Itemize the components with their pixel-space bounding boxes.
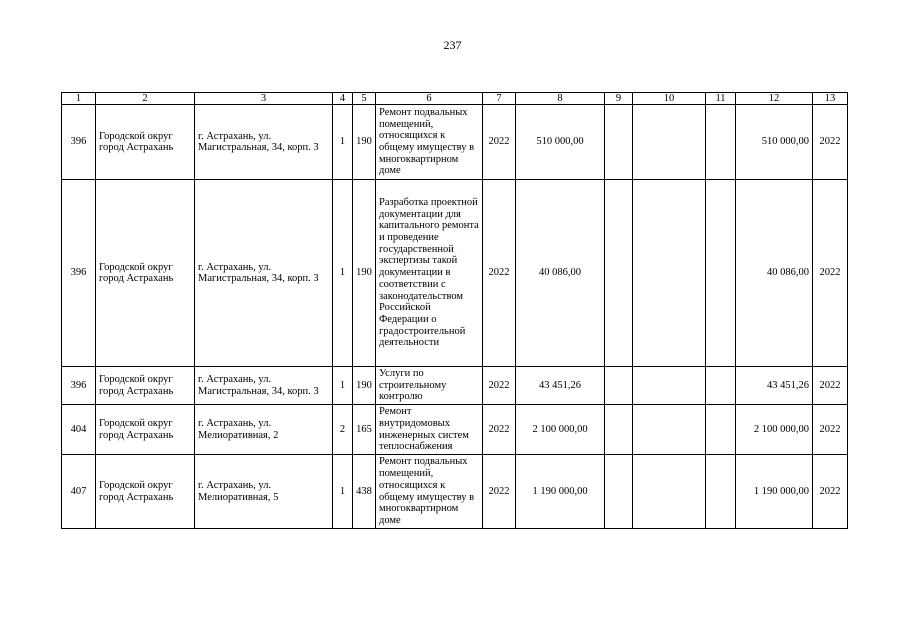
col-10-value [633, 455, 706, 529]
cost: 40 086,00 [516, 180, 605, 367]
col-11-value [706, 105, 736, 180]
year: 2022 [483, 180, 516, 367]
completion-year: 2022 [813, 405, 848, 455]
col-4-value: 1 [333, 455, 353, 529]
column-number: 11 [706, 93, 736, 105]
col-4-value: 1 [333, 180, 353, 367]
total-cost: 40 086,00 [736, 180, 813, 367]
completion-year: 2022 [813, 180, 848, 367]
work-type: Ремонт подвальных помещений, относящихся к общему имуществу в многоквартирном доме [376, 105, 483, 180]
col-9-value [605, 405, 633, 455]
cost: 43 451,26 [516, 367, 605, 405]
table-row [62, 105, 848, 180]
column-number: 1 [62, 93, 96, 105]
row-id: 396 [62, 180, 96, 367]
col-10-value [633, 105, 706, 180]
column-number: 7 [483, 93, 516, 105]
table-row [62, 405, 848, 455]
col-9-value [605, 367, 633, 405]
column-number: 3 [195, 93, 333, 105]
completion-year: 2022 [813, 105, 848, 180]
address: г. Астрахань, ул. Магистральная, 34, корп. 3 [195, 105, 333, 180]
municipality: Городской округ город Астрахань [96, 405, 195, 455]
table-row [62, 455, 848, 529]
column-number: 12 [736, 93, 813, 105]
col-11-value [706, 455, 736, 529]
row-id: 396 [62, 367, 96, 405]
col-5-value: 190 [353, 180, 376, 367]
col-5-value: 438 [353, 455, 376, 529]
address: г. Астрахань, ул. Магистральная, 34, корп. 3 [195, 367, 333, 405]
municipality: Городской округ город Астрахань [96, 455, 195, 529]
address: г. Астрахань, ул. Мелиоративная, 2 [195, 405, 333, 455]
municipality: Городской округ город Астрахань [96, 180, 195, 367]
year: 2022 [483, 455, 516, 529]
cost: 1 190 000,00 [516, 455, 605, 529]
completion-year: 2022 [813, 455, 848, 529]
work-type: Ремонт внутридомовых инженерных систем теплоснабжения [376, 405, 483, 455]
column-number-row [62, 93, 848, 105]
col-5-value: 190 [353, 105, 376, 180]
work-type: Разработка проектной документации для капитального ремонта и проведение государственной экспертизы такой документации в соответствии с законодательством Российской Федерации о градостроительной деятельности [376, 180, 483, 367]
col-11-value [706, 405, 736, 455]
year: 2022 [483, 105, 516, 180]
col-4-value: 2 [333, 405, 353, 455]
completion-year: 2022 [813, 367, 848, 405]
column-number: 2 [96, 93, 195, 105]
year: 2022 [483, 405, 516, 455]
table-row [62, 180, 848, 367]
col-9-value [605, 105, 633, 180]
column-number: 9 [605, 93, 633, 105]
column-number: 8 [516, 93, 605, 105]
cost: 2 100 000,00 [516, 405, 605, 455]
col-4-value: 1 [333, 367, 353, 405]
column-number: 10 [633, 93, 706, 105]
col-5-value: 165 [353, 405, 376, 455]
column-number: 13 [813, 93, 848, 105]
col-10-value [633, 367, 706, 405]
table-row [62, 367, 848, 405]
year: 2022 [483, 367, 516, 405]
col-9-value [605, 455, 633, 529]
total-cost: 510 000,00 [736, 105, 813, 180]
address: г. Астрахань, ул. Магистральная, 34, корп. 3 [195, 180, 333, 367]
address: г. Астрахань, ул. Мелиоративная, 5 [195, 455, 333, 529]
col-4-value: 1 [333, 105, 353, 180]
col-9-value [605, 180, 633, 367]
col-10-value [633, 180, 706, 367]
column-number: 6 [376, 93, 483, 105]
column-number: 4 [333, 93, 353, 105]
col-11-value [706, 180, 736, 367]
total-cost: 1 190 000,00 [736, 455, 813, 529]
municipality: Городской округ город Астрахань [96, 367, 195, 405]
row-id: 396 [62, 105, 96, 180]
row-id: 404 [62, 405, 96, 455]
col-10-value [633, 405, 706, 455]
row-id: 407 [62, 455, 96, 529]
col-5-value: 190 [353, 367, 376, 405]
page-number: 237 [443, 38, 462, 52]
column-number: 5 [353, 93, 376, 105]
col-11-value [706, 367, 736, 405]
work-type: Услуги по строительному контролю [376, 367, 483, 405]
repair-plan-table [61, 92, 848, 529]
total-cost: 2 100 000,00 [736, 405, 813, 455]
cost: 510 000,00 [516, 105, 605, 180]
work-type: Ремонт подвальных помещений, относящихся к общему имуществу в многоквартирном доме [376, 455, 483, 529]
total-cost: 43 451,26 [736, 367, 813, 405]
municipality: Городской округ город Астрахань [96, 105, 195, 180]
